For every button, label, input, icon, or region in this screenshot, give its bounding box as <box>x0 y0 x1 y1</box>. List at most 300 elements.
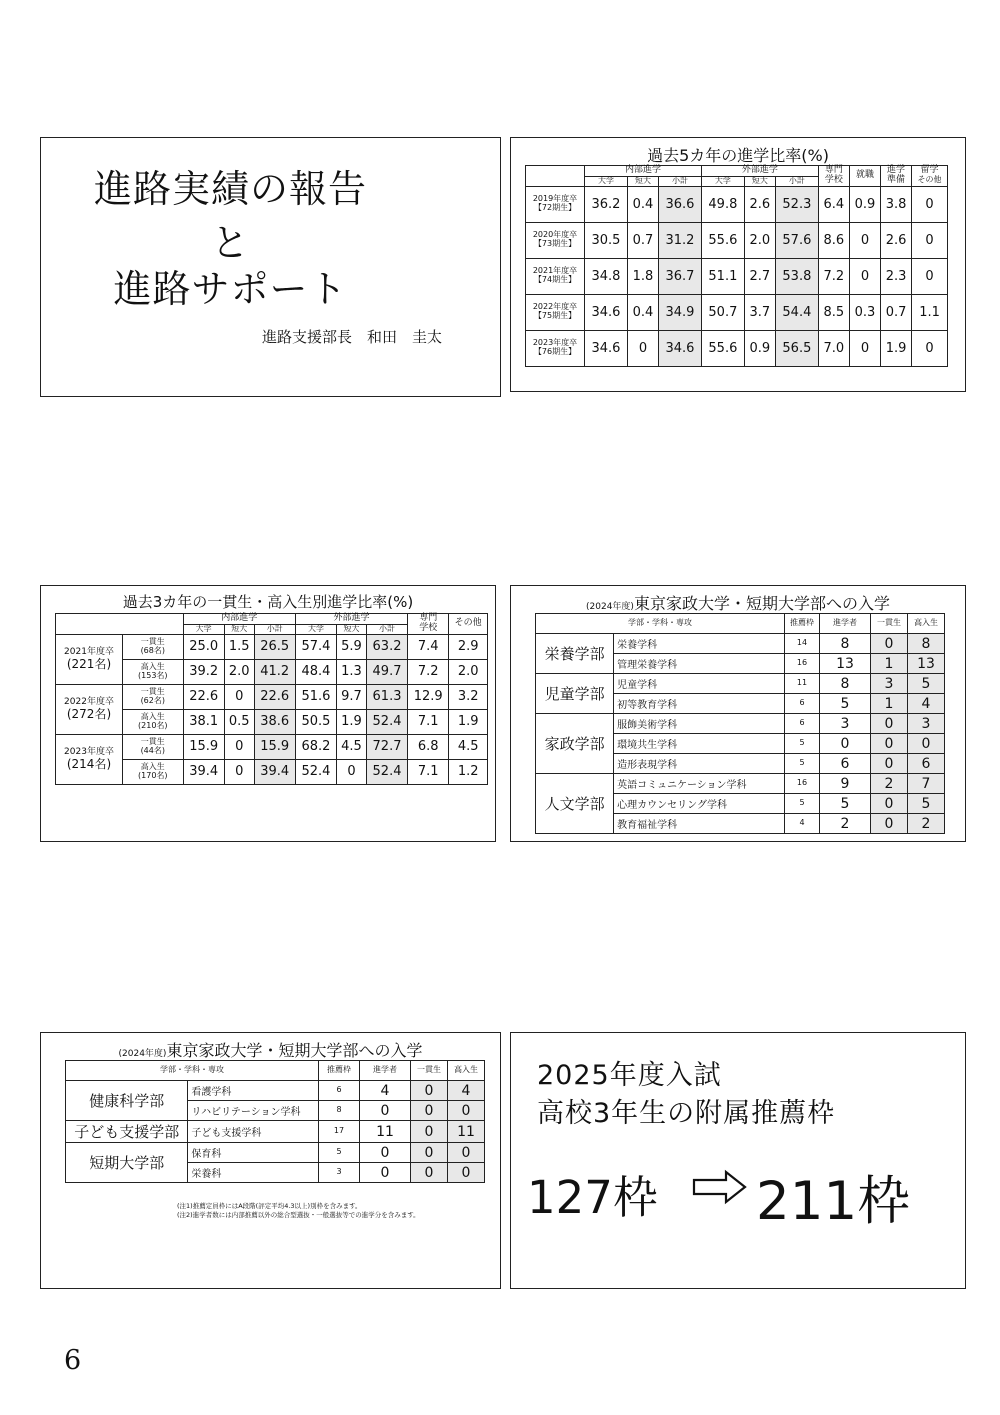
value-cell: 15.9 <box>254 734 295 759</box>
value-cell: 48.4 <box>295 659 336 684</box>
subject-name: 服飾美術学科 <box>614 714 785 734</box>
subject-name: 心理カウンセリング学科 <box>614 794 785 814</box>
value-cell: 6.4 <box>818 186 849 222</box>
value-cell: 63.2 <box>366 634 407 659</box>
value-cell: 55.6 <box>701 330 744 366</box>
value-cell: 52.4 <box>366 709 407 734</box>
table-row <box>66 1121 485 1143</box>
quota-cell: 3 <box>319 1163 360 1183</box>
value-cell: 55.6 <box>701 222 744 258</box>
header-univ: 大学 <box>701 176 744 186</box>
value-cell: 0 <box>224 684 254 709</box>
value-cell: 0.5 <box>224 709 254 734</box>
row-year: 2020年度卒 <box>532 230 578 240</box>
value-cell: 36.7 <box>659 258 702 294</box>
row-header <box>526 222 585 258</box>
value-cell: 51.1 <box>701 258 744 294</box>
quota-cell: 5 <box>785 754 820 774</box>
slide-admissions-2024-a <box>510 585 966 842</box>
header-vocational: 専門 学校 <box>818 166 849 187</box>
subject-name: 英語コミュニケーション学科 <box>614 774 785 794</box>
value-cell: 0 <box>337 759 367 784</box>
value-cell: 54.4 <box>775 294 818 330</box>
ikkan-cell: 0 <box>871 794 908 814</box>
subject-name: 保育科 <box>188 1143 319 1163</box>
enrolled-cell: 8 <box>820 674 871 694</box>
value-cell: 39.4 <box>254 759 295 784</box>
value-cell: 39.2 <box>183 659 224 684</box>
slide6-line1: 2025年度入試 <box>537 1060 722 1091</box>
row-cohort: 【75期生】 <box>533 311 577 321</box>
value-cell: 57.6 <box>775 222 818 258</box>
value-cell: 0 <box>224 759 254 784</box>
student-type <box>123 709 184 734</box>
konyu-cell: 11 <box>448 1121 485 1143</box>
konyu-cell: 0 <box>908 734 945 754</box>
header-univ: 大学 <box>585 176 628 186</box>
value-cell: 8.5 <box>818 294 849 330</box>
slide5-title-main: 東京家政大学・短期大学部への入学 <box>166 1041 423 1060</box>
value-cell: 26.5 <box>254 634 295 659</box>
slide5-title-prefix: (2024年度) <box>118 1049 167 1059</box>
value-cell: 0.9 <box>849 186 880 222</box>
slide-three-year-rates <box>40 585 496 842</box>
konyu-cell: 5 <box>908 674 945 694</box>
value-cell: 1.1 <box>912 294 948 330</box>
value-cell: 30.5 <box>585 222 628 258</box>
konyu-cell: 2 <box>908 814 945 834</box>
subject-name: 造形表現学科 <box>614 754 785 774</box>
ikkan-cell: 0 <box>411 1143 448 1163</box>
row-header <box>526 186 585 222</box>
note-2: (注2)進学者数には内部推薦以外の総合型選抜・一般選抜等での進学分を含みます。 <box>177 1211 420 1220</box>
value-cell: 68.2 <box>295 734 336 759</box>
quota-cell: 17 <box>319 1121 360 1143</box>
enrolled-cell: 9 <box>820 774 871 794</box>
value-cell: 2.6 <box>881 222 912 258</box>
student-type <box>123 634 184 659</box>
student-type-count: (153名) <box>138 670 168 680</box>
value-cell: 0.4 <box>627 294 658 330</box>
slide1-title-line2: と <box>210 221 250 265</box>
slide-five-year-rates <box>510 137 966 392</box>
quota-before: 127枠 <box>527 1171 658 1224</box>
faculty-name: 家政学部 <box>536 714 614 774</box>
row-cohort: 【76期生】 <box>533 347 577 357</box>
header-subtotal: 小計 <box>254 624 295 634</box>
value-cell: 1.2 <box>449 759 488 784</box>
enrolled-cell: 13 <box>820 654 871 674</box>
row-header <box>526 258 585 294</box>
student-type-label: 高入生 <box>140 661 165 671</box>
enrolled-cell: 2 <box>820 814 871 834</box>
ikkan-cell: 0 <box>871 754 908 774</box>
ikkan-cell: 1 <box>871 654 908 674</box>
ikkan-cell: 0 <box>411 1121 448 1143</box>
table-row <box>56 734 488 759</box>
student-type <box>123 759 184 784</box>
value-cell: 2.9 <box>449 634 488 659</box>
value-cell: 7.0 <box>818 330 849 366</box>
ikkan-cell: 1 <box>871 694 908 714</box>
table-row <box>536 774 945 794</box>
value-cell: 0.7 <box>627 222 658 258</box>
slide-admissions-2024-b <box>40 1032 501 1289</box>
table-row <box>526 258 948 294</box>
slide2-title: 過去5カ年の進学比率(%) <box>647 146 829 165</box>
group-header <box>56 684 123 734</box>
faculty-name: 栄養学部 <box>536 634 614 674</box>
table-row <box>526 222 948 258</box>
subject-name: 教育福祉学科 <box>614 814 785 834</box>
quota-cell: 5 <box>785 734 820 754</box>
student-type <box>123 684 184 709</box>
faculty-name: 健康科学部 <box>66 1081 188 1121</box>
student-type <box>123 659 184 684</box>
quota-cell: 5 <box>319 1143 360 1163</box>
student-type-label: 一貫生 <box>140 636 165 646</box>
value-cell: 9.7 <box>337 684 367 709</box>
value-cell: 0 <box>912 222 948 258</box>
value-cell: 72.7 <box>366 734 407 759</box>
table-row <box>66 1081 485 1101</box>
value-cell: 34.6 <box>659 330 702 366</box>
admissions-table-a <box>535 613 945 834</box>
header-abroad-label: 留学 <box>920 165 939 175</box>
header-enrolled: 進学者 <box>820 614 871 634</box>
value-cell: 0 <box>224 734 254 759</box>
value-cell: 0.3 <box>849 294 880 330</box>
subject-name: 児童学科 <box>614 674 785 694</box>
value-cell: 61.3 <box>366 684 407 709</box>
slide4-title <box>511 591 965 614</box>
value-cell: 52.3 <box>775 186 818 222</box>
outline-right-arrow-icon <box>692 1169 748 1205</box>
quota-cell: 16 <box>785 654 820 674</box>
value-cell: 2.0 <box>744 222 775 258</box>
value-cell: 3.7 <box>744 294 775 330</box>
header-quota: 推薦枠 <box>785 614 820 634</box>
table-row <box>526 294 948 330</box>
group-year: 2023年度卒 <box>64 746 114 757</box>
student-type-count: (210名) <box>138 720 168 730</box>
header-konyu: 高入生 <box>908 614 945 634</box>
value-cell: 1.9 <box>337 709 367 734</box>
enrolled-cell: 11 <box>360 1121 411 1143</box>
value-cell: 7.2 <box>408 659 449 684</box>
value-cell: 8.6 <box>818 222 849 258</box>
slide1-title-line1: 進路実績の報告 <box>93 167 367 211</box>
value-cell: 0.7 <box>881 294 912 330</box>
corner-cell <box>56 614 184 635</box>
student-type <box>123 734 184 759</box>
student-type-label: 一貫生 <box>140 736 165 746</box>
value-cell: 0 <box>849 258 880 294</box>
value-cell: 0 <box>912 258 948 294</box>
header-dept: 学部・学科・専攻 <box>66 1061 319 1081</box>
slide5-title <box>41 1038 500 1061</box>
enrolled-cell: 0 <box>360 1101 411 1121</box>
value-cell: 39.4 <box>183 759 224 784</box>
value-cell: 2.7 <box>744 258 775 294</box>
value-cell: 1.8 <box>627 258 658 294</box>
quota-cell: 16 <box>785 774 820 794</box>
subject-name: 栄養学科 <box>614 634 785 654</box>
ikkan-cell: 0 <box>411 1101 448 1121</box>
enrolled-cell: 6 <box>820 754 871 774</box>
konyu-cell: 0 <box>448 1143 485 1163</box>
enrolled-cell: 0 <box>820 734 871 754</box>
slide1-author: 進路支援部長 和田 圭太 <box>261 328 442 346</box>
three-year-table <box>55 613 488 785</box>
value-cell: 0 <box>912 186 948 222</box>
group-year: 2021年度卒 <box>64 646 114 657</box>
enrolled-cell: 0 <box>360 1163 411 1183</box>
slide4-title-main: 東京家政大学・短期大学部への入学 <box>633 594 890 613</box>
table-row <box>536 714 945 734</box>
ikkan-cell: 0 <box>411 1081 448 1101</box>
quota-cell: 14 <box>785 634 820 654</box>
subject-name: 栄養科 <box>188 1163 319 1183</box>
quota-cell: 6 <box>319 1081 360 1101</box>
faculty-name: 人文学部 <box>536 774 614 834</box>
ikkan-cell: 0 <box>871 714 908 734</box>
subject-name: 初等教育学科 <box>614 694 785 714</box>
konyu-cell: 6 <box>908 754 945 774</box>
value-cell: 50.7 <box>701 294 744 330</box>
header-enrolled: 進学者 <box>360 1061 411 1081</box>
konyu-cell: 7 <box>908 774 945 794</box>
page-number: 6 <box>64 1345 82 1376</box>
header-prep: 進学 準備 <box>881 166 912 187</box>
value-cell: 3.2 <box>449 684 488 709</box>
konyu-cell: 3 <box>908 714 945 734</box>
slide-recommendation-quota <box>510 1032 966 1289</box>
value-cell: 51.6 <box>295 684 336 709</box>
value-cell: 1.3 <box>337 659 367 684</box>
value-cell: 12.9 <box>408 684 449 709</box>
enrolled-cell: 8 <box>820 634 871 654</box>
header-univ: 大学 <box>183 624 224 634</box>
value-cell: 2.0 <box>449 659 488 684</box>
table-row <box>526 186 948 222</box>
ikkan-cell: 0 <box>871 814 908 834</box>
value-cell: 3.8 <box>881 186 912 222</box>
value-cell: 7.2 <box>818 258 849 294</box>
value-cell: 49.8 <box>701 186 744 222</box>
slide6-line2: 高校3年生の附属推薦枠 <box>537 1098 836 1129</box>
konyu-cell: 0 <box>448 1101 485 1121</box>
group-header <box>56 734 123 784</box>
konyu-cell: 0 <box>448 1163 485 1183</box>
value-cell: 57.4 <box>295 634 336 659</box>
group-header <box>56 634 123 684</box>
slide3-title: 過去3カ年の一貫生・高入生別進学比率(%) <box>122 593 414 611</box>
subject-name: 看護学科 <box>188 1081 319 1101</box>
subject-name: 環境共生学科 <box>614 734 785 754</box>
quota-cell: 6 <box>785 714 820 734</box>
enrolled-cell: 5 <box>820 794 871 814</box>
value-cell: 1.5 <box>224 634 254 659</box>
row-year: 2023年度卒 <box>532 338 578 348</box>
slide4-title-prefix: (2024年度) <box>586 602 634 612</box>
group-year: 2022年度卒 <box>64 696 114 707</box>
value-cell: 0 <box>912 330 948 366</box>
subject-name: 管理栄養学科 <box>614 654 785 674</box>
faculty-name: 子ども支援学部 <box>66 1121 188 1143</box>
ikkan-cell: 0 <box>871 634 908 654</box>
value-cell: 38.1 <box>183 709 224 734</box>
value-cell: 0 <box>627 330 658 366</box>
value-cell: 41.2 <box>254 659 295 684</box>
header-junior: 短大 <box>744 176 775 186</box>
value-cell: 7.1 <box>408 709 449 734</box>
table-row <box>66 1143 485 1163</box>
value-cell: 22.6 <box>183 684 224 709</box>
quota-cell: 4 <box>785 814 820 834</box>
quota-cell: 6 <box>785 694 820 714</box>
konyu-cell: 8 <box>908 634 945 654</box>
row-cohort: 【73期生】 <box>533 239 577 249</box>
value-cell: 56.5 <box>775 330 818 366</box>
row-year: 2022年度卒 <box>532 302 578 312</box>
student-type-label: 高入生 <box>140 761 165 771</box>
quota-cell: 5 <box>785 794 820 814</box>
subject-name: 子ども支援学科 <box>188 1121 319 1143</box>
header-internal: 内部進学 <box>585 166 702 177</box>
quota-cell: 8 <box>319 1101 360 1121</box>
value-cell: 0.9 <box>744 330 775 366</box>
header-junior: 短大 <box>224 624 254 634</box>
ikkan-cell: 0 <box>411 1163 448 1183</box>
value-cell: 36.2 <box>585 186 628 222</box>
table-row <box>536 674 945 694</box>
header-junior: 短大 <box>627 176 658 186</box>
faculty-name: 児童学部 <box>536 674 614 714</box>
value-cell: 34.9 <box>659 294 702 330</box>
header-other: その他 <box>449 614 488 635</box>
header-junior: 短大 <box>337 624 367 634</box>
value-cell: 15.9 <box>183 734 224 759</box>
value-cell: 4.5 <box>449 734 488 759</box>
value-cell: 34.6 <box>585 330 628 366</box>
student-type-count: (44名) <box>140 745 165 755</box>
ikkan-cell: 2 <box>871 774 908 794</box>
value-cell: 1.9 <box>449 709 488 734</box>
row-year: 2021年度卒 <box>532 266 578 276</box>
slide5-notes <box>177 1202 420 1220</box>
enrolled-cell: 0 <box>360 1143 411 1163</box>
header-employment: 就職 <box>849 166 880 187</box>
row-header <box>526 330 585 366</box>
value-cell: 7.1 <box>408 759 449 784</box>
slide-title <box>40 137 501 397</box>
value-cell: 22.6 <box>254 684 295 709</box>
header-vocational: 専門 学校 <box>408 614 449 635</box>
subject-name: リハビリテーション学科 <box>188 1101 319 1121</box>
konyu-cell: 13 <box>908 654 945 674</box>
corner-cell <box>526 166 585 187</box>
konyu-cell: 4 <box>908 694 945 714</box>
row-year: 2019年度卒 <box>532 194 578 204</box>
header-konyu: 高入生 <box>448 1061 485 1081</box>
table-row <box>526 330 948 366</box>
enrolled-cell: 3 <box>820 714 871 734</box>
quota-after: 211枠 <box>756 1171 911 1232</box>
ikkan-cell: 3 <box>871 674 908 694</box>
value-cell: 25.0 <box>183 634 224 659</box>
slide1-title-line3: 進路サポート <box>113 267 348 311</box>
value-cell: 6.8 <box>408 734 449 759</box>
admissions-table-b <box>65 1060 485 1183</box>
group-total: (221名) <box>66 656 112 671</box>
table-row <box>56 634 488 659</box>
header-subtotal: 小計 <box>775 176 818 186</box>
header-subtotal: 小計 <box>366 624 407 634</box>
header-abroad <box>912 166 948 187</box>
value-cell: 4.5 <box>337 734 367 759</box>
row-cohort: 【72期生】 <box>533 203 577 213</box>
header-univ: 大学 <box>295 624 336 634</box>
header-external: 外部進学 <box>295 614 407 625</box>
value-cell: 38.6 <box>254 709 295 734</box>
value-cell: 34.6 <box>585 294 628 330</box>
table-row <box>536 634 945 654</box>
header-abroad-sub: その他 <box>917 174 942 184</box>
ikkan-cell: 0 <box>871 734 908 754</box>
quota-cell: 11 <box>785 674 820 694</box>
header-external: 外部進学 <box>701 166 818 177</box>
value-cell: 34.8 <box>585 258 628 294</box>
enrolled-cell: 5 <box>820 694 871 714</box>
student-type-label: 高入生 <box>140 711 165 721</box>
header-quota: 推薦枠 <box>319 1061 360 1081</box>
header-dept: 学部・学科・専攻 <box>536 614 785 634</box>
row-cohort: 【74期生】 <box>533 275 577 285</box>
student-type-count: (68名) <box>140 645 165 655</box>
faculty-name: 短期大学部 <box>66 1143 188 1183</box>
note-1: (注1)推薦定員枠にはA段階(評定平均4.3以上)別枠を含みます。 <box>177 1202 362 1210</box>
value-cell: 2.3 <box>881 258 912 294</box>
header-ikkan: 一貫生 <box>411 1061 448 1081</box>
value-cell: 7.4 <box>408 634 449 659</box>
student-type-count: (62名) <box>140 695 165 705</box>
table-row <box>56 684 488 709</box>
value-cell: 36.6 <box>659 186 702 222</box>
value-cell: 2.6 <box>744 186 775 222</box>
header-internal: 内部進学 <box>183 614 295 625</box>
row-header <box>526 294 585 330</box>
value-cell: 2.0 <box>224 659 254 684</box>
value-cell: 0.4 <box>627 186 658 222</box>
value-cell: 5.9 <box>337 634 367 659</box>
value-cell: 52.4 <box>366 759 407 784</box>
konyu-cell: 4 <box>448 1081 485 1101</box>
group-total: (214名) <box>66 756 112 771</box>
value-cell: 31.2 <box>659 222 702 258</box>
konyu-cell: 5 <box>908 794 945 814</box>
value-cell: 53.8 <box>775 258 818 294</box>
value-cell: 52.4 <box>295 759 336 784</box>
student-type-count: (170名) <box>138 770 168 780</box>
header-subtotal: 小計 <box>659 176 702 186</box>
enrolled-cell: 4 <box>360 1081 411 1101</box>
five-year-table <box>525 165 948 367</box>
group-total: (272名) <box>66 706 112 721</box>
value-cell: 1.9 <box>881 330 912 366</box>
value-cell: 49.7 <box>366 659 407 684</box>
student-type-label: 一貫生 <box>140 686 165 696</box>
